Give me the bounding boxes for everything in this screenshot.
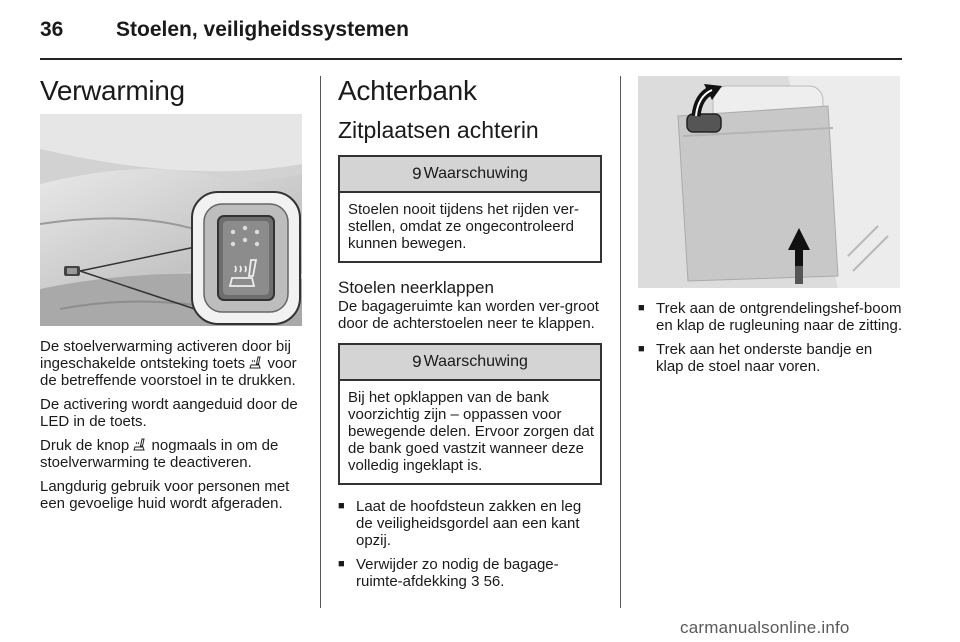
section-title-neerklappen: Stoelen neerklappen [338, 278, 494, 297]
warning-title: Waarschuwing [423, 165, 528, 182]
paragraph [40, 338, 304, 389]
page-reference-icon: 3 [471, 573, 480, 590]
right-column [638, 76, 902, 382]
rear-seat-figure [638, 76, 900, 288]
text-run: nogmaals in om de stoelverwarming te deactiveren. [40, 437, 279, 471]
instruction-list [338, 498, 602, 590]
page-number: 36 [40, 18, 64, 41]
text-run: voor de betreffende voorstoel in te drukken. [40, 355, 297, 389]
list-item: ■ Trek aan het onderste bandje en klap de stoel naar voren. [638, 341, 902, 375]
warning-text: Bij het opklappen van de bank voorzichtig zijn – oppassen voor bewegende delen. Ervoor zorgen dat de bank goed vastzit wanneer deze volledig ingeklapt is. [348, 389, 595, 474]
page-reference[interactable]: 56. [479, 573, 505, 590]
middle-column [338, 74, 602, 597]
warning-box [338, 343, 602, 485]
paragraph: Langdurig gebruik voor personen met een gevoelige huid wordt afgeraden. [40, 478, 290, 512]
page-header [40, 18, 900, 58]
warning-text: Stoelen nooit tijdens het rijden ver-stellen, omdat ze ongecontroleerd kunnen bewegen. [348, 201, 579, 252]
page-title: Stoelen, veiligheidssystemen [116, 18, 409, 41]
subheading-zitplaatsen: Zitplaatsen achterin [338, 117, 539, 143]
section-heading-verwarming: Verwarming [40, 75, 185, 106]
header-rule [40, 58, 902, 60]
paragraph: De activering wordt aangeduid door de LED in de toets. [40, 396, 298, 430]
left-body-text [40, 338, 304, 512]
warning-header [340, 345, 600, 381]
instruction-list [638, 300, 902, 375]
left-column [40, 74, 304, 519]
warning-header [340, 157, 600, 193]
seat-heating-figure [40, 114, 302, 326]
watermark: carmanualsonline.info [680, 618, 850, 637]
seat-heating-icon [133, 438, 147, 452]
list-item: ■ Laat de hoofdsteun zakken en leg de veiligheidsgordel aan een kant opzij. [338, 498, 602, 549]
column-divider [620, 76, 621, 608]
paragraph [40, 437, 304, 471]
warning-box [338, 155, 602, 263]
warning-icon: 9 [412, 352, 422, 371]
text-run: Druk de knop [40, 437, 134, 454]
list-item [338, 556, 602, 590]
warning-icon: 9 [412, 164, 422, 183]
text-run: De stoelverwarming activeren door bij ingeschakelde ontsteking toets [40, 338, 291, 372]
section-heading-achterbank: Achterbank [338, 75, 477, 106]
warning-title: Waarschuwing [423, 353, 528, 370]
text-run: Verwijder zo nodig de bagage-ruimte-afdekking [356, 556, 559, 590]
seat-heating-icon [249, 356, 263, 370]
column-divider [320, 76, 321, 608]
list-item: ■ Trek aan de ontgrendelingshef-boom en klap de rugleuning naar de zitting. [638, 300, 902, 334]
paragraph: De bagageruimte kan worden ver-groot door de achterstoelen neer te klappen. [338, 298, 599, 332]
